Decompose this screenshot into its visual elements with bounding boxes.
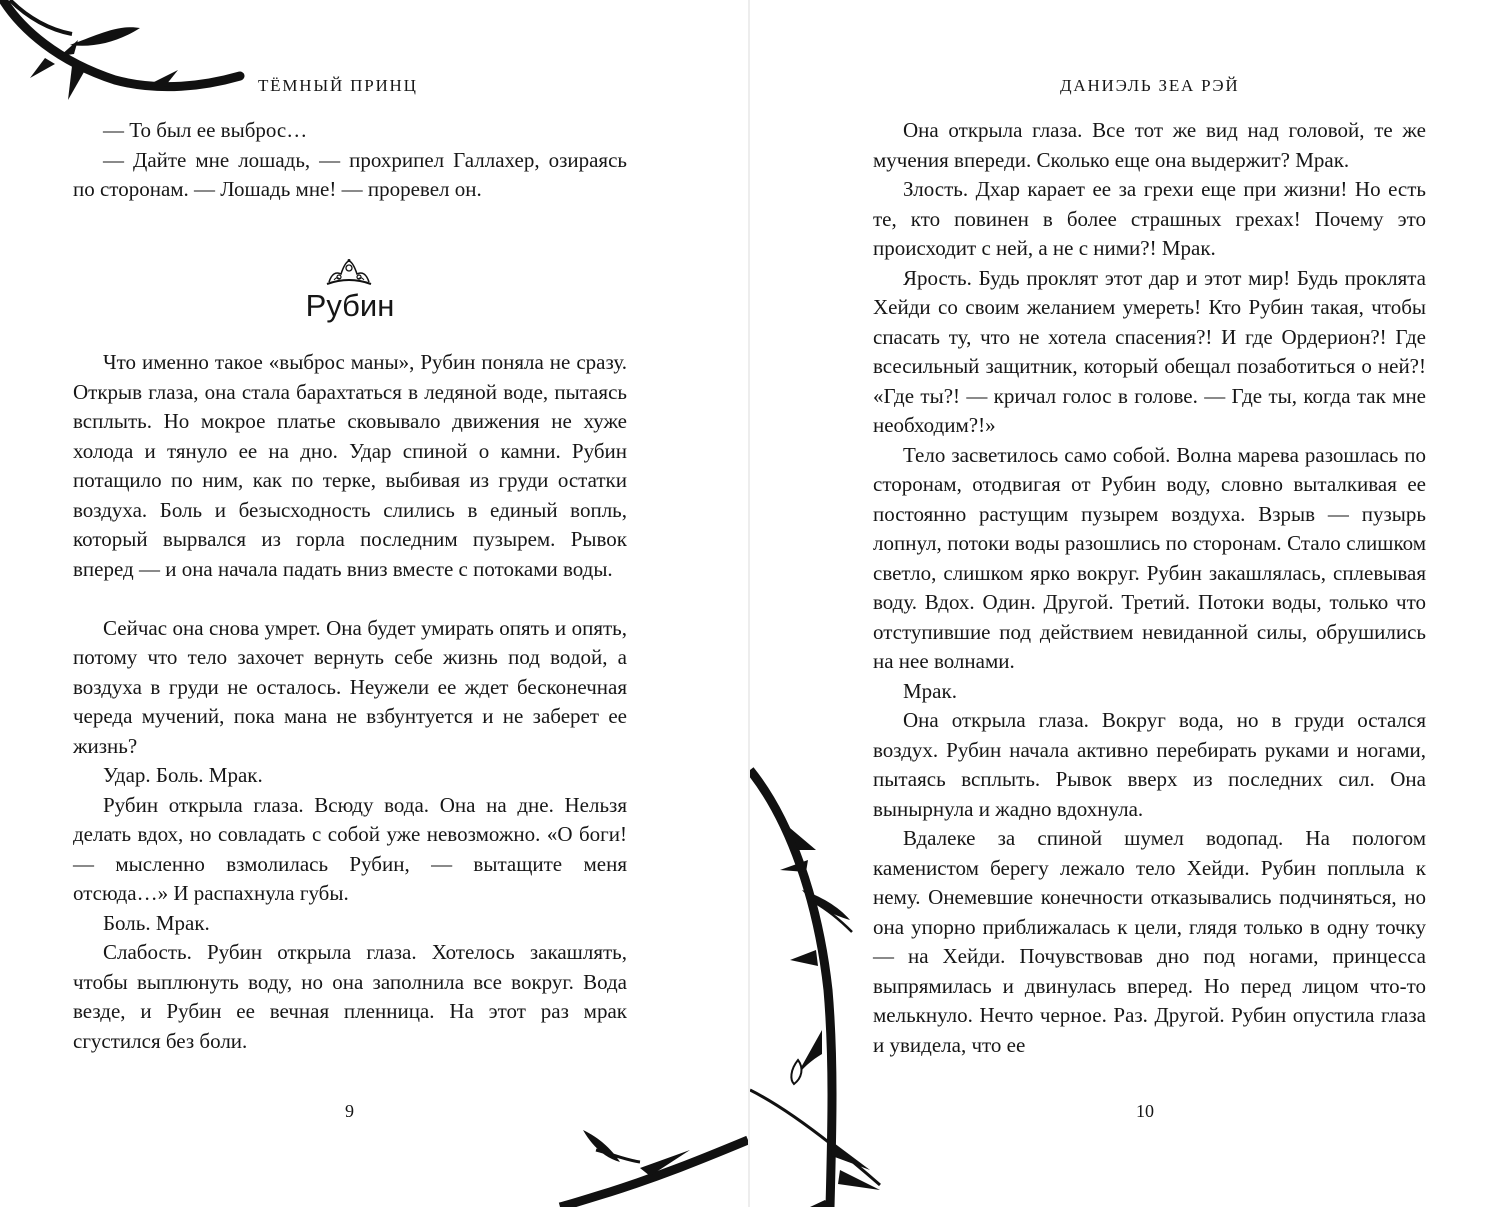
page-number-left: 9 bbox=[345, 1101, 354, 1121]
running-head-left: ТЁМНЫЙ ПРИНЦ bbox=[258, 76, 418, 95]
intro-dialogue bbox=[73, 116, 627, 205]
paragraph: Боль. Мрак. bbox=[103, 910, 210, 935]
paragraph: Злость. Дхар карает ее за грехи еще при жизни! Но есть те, кто повинен в более страшных грехах! Почему это происходит с ней, а не с ними?! Мрак. bbox=[873, 177, 1426, 260]
dialogue-line: — То был ее выброс… bbox=[103, 118, 308, 142]
chapter-title-text: Рубин bbox=[305, 288, 395, 323]
chapter-title bbox=[0, 288, 700, 324]
paragraph: Ярость. Будь проклят этот дар и этот мир! Будь проклята Хейди со своим желанием умереть! Кто Рубин такая, чтобы спасать ту, что не хотела спасения?! И где Ордерион?! Где всесильный защитник, который обещал позаботиться о ней?! «Где ты?! — кричал голос в голове. — Где ты, когда так мне необходим?!» bbox=[873, 265, 1426, 437]
right-page bbox=[750, 0, 1503, 1207]
paragraph: Сейчас она снова умрет. Она будет умирать опять и опять, потому что тело захочет вернуть себе жизнь под водой, а воздуха в груди не осталось. Неужели ее ждет бесконечная череда мучений, пока мана не взбунтуется и не заберет ее жизнь? bbox=[73, 615, 627, 758]
page-number-right: 10 bbox=[1136, 1101, 1154, 1121]
body-text-right bbox=[873, 116, 1426, 1060]
paragraph: Удар. Боль. Мрак. bbox=[103, 763, 263, 787]
paragraph: Мрак. bbox=[903, 678, 957, 703]
paragraph: Что именно такое «выброс маны», Рубин поняла не сразу. Открыв глаза, она стала барахтаться в ледяной воде, пытаясь всплыть. Но мокрое платье сковывало движения не хуже холода и тянуло ее на дно. Удар спиной о камни. Рубин потащило по ним, как по терке, выбивая из груди остатки воздуха. Боль и безысходность слились в единый вопль, который вырвался из горла последним пузырем. Рывок вперед — и она начала падать вниз вместе с потоками воды. bbox=[73, 350, 627, 581]
paragraph: Тело засветилось само собой. Волна марева разошлась по сторонам, отодвигая от Рубин воду, словно выталкивая ее постоянно растущим пузырем воздуха. Взрыв — пузырь лопнул, потоки воды разошлись по сторонам. Стало слишком светло, слишком ярко вокруг. Рубин закашлялась, сплевывая воду. Вдох. Один. Другой. Третий. Потоки воды, только что отступившие под действием невиданной силы, обрушились на нее волнами. bbox=[873, 442, 1426, 673]
paragraph: Рубин открыла глаза. Всюду вода. Она на дне. Нельзя делать вдох, но совладать с собой уже невозможно. «О боги! — мысленно взмолилась Рубин, — вытащите меня отсюда…» И распахнула губы. bbox=[73, 792, 627, 905]
paragraph: Слабость. Рубин открыла глаза. Хотелось закашлять, чтобы выплюнуть воду, но она заполнила все вокруг. Вода везде, и Рубин ее вечная пленница. На этот раз мрак сгустился без боли. bbox=[73, 940, 627, 1053]
tiara-ornament-icon bbox=[325, 258, 373, 286]
paragraph: Вдалеке за спиной шумел водопад. На пологом каменистом берегу лежало тело Хейди. Рубин поплыла к нему. Онемевшие конечности отказывались подчиняться, но она упорно приближалась к цели, глядя только в одну точку — на Хейди. Почувствовав дно под ногами, принцесса выпрямилась и двинулась вперед. Но перед лицом что-то мелькнуло. Нечто черное. Раз. Другой. Рубин опустила глаза и увидела, что ее bbox=[873, 826, 1426, 1057]
dialogue-line: — Дайте мне лошадь, — прохрипел Галлахер, озираясь по сторонам. — Лошадь мне! — проревел он. bbox=[73, 147, 627, 201]
paragraph: Она открыла глаза. Вокруг вода, но в груди остался воздух. Рубин начала активно перебирать руками и ногами, пытаясь всплыть. Рывок вверх из последних сил. Она вынырнула и жадно вдохнула. bbox=[873, 708, 1426, 821]
left-page bbox=[0, 0, 750, 1207]
running-head-right: ДАНИЭЛЬ ЗЕА РЭЙ bbox=[1060, 76, 1240, 95]
paragraph: Она открыла глаза. Все тот же вид над головой, те же мучения впереди. Сколько еще она выдержит? Мрак. bbox=[873, 118, 1426, 172]
body-text-left bbox=[73, 348, 627, 1056]
